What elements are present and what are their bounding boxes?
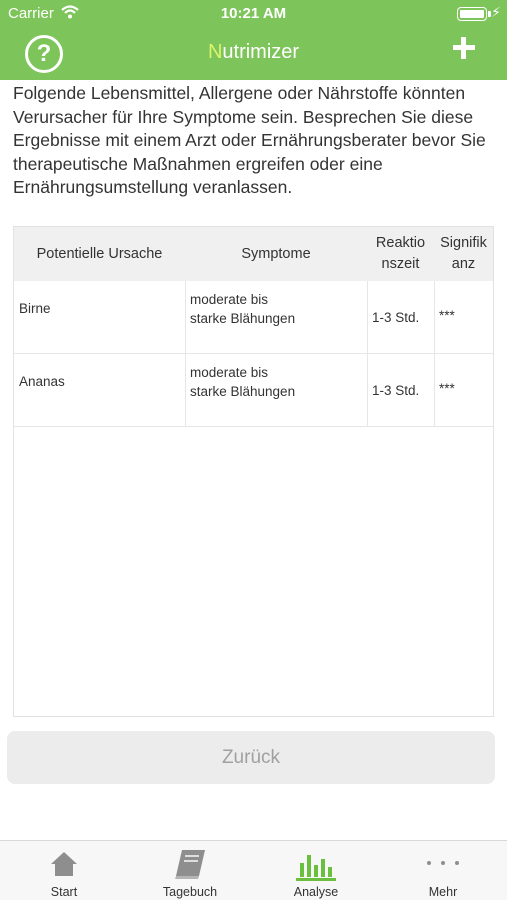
bar-chart-icon [296, 849, 336, 881]
table-row[interactable] [14, 281, 493, 354]
cell-significance: *** [439, 381, 455, 396]
column-divider [434, 281, 435, 427]
intro-text: Folgende Lebensmittel, Allergene oder Nährstoffe könnten Verursacher für Ihre Symptome sein. Besprechen Sie diese Ergebnisse mit einem Arzt oder Ernährungsberater bevor Sie therapeutische Maßnahmen ergreifen oder eine Ernährungsumstellung veranlassen. [13, 83, 486, 197]
tab-bar [0, 840, 507, 900]
tab-analyse[interactable] [253, 841, 379, 900]
charging-icon: ⚡ [491, 4, 501, 20]
home-icon [50, 851, 78, 877]
more-icon [425, 859, 461, 867]
cell-significance: *** [439, 308, 455, 323]
app-header [0, 0, 507, 80]
tab-analyse-label: Analyse [293, 885, 339, 899]
header-symptoms: Symptome [241, 245, 311, 262]
tab-mehr-label: Mehr [428, 885, 458, 899]
header-reaction-time: Reaktio nszeit [375, 235, 426, 272]
tab-tagebuch-label: Tagebuch [162, 885, 218, 899]
nav-bar [0, 28, 507, 80]
cell-symptoms: moderate bis starke Blähungen [190, 365, 296, 399]
tab-tagebuch[interactable] [127, 841, 253, 900]
tab-start[interactable] [1, 841, 127, 900]
cell-cause: Ananas [19, 374, 65, 389]
results-table [13, 226, 494, 717]
column-divider [185, 281, 186, 427]
add-button[interactable] [453, 37, 475, 59]
app-title-rest: utrimizer [222, 41, 300, 63]
carrier-label: Carrier [8, 5, 54, 22]
clock: 10:21 AM [220, 5, 287, 22]
status-bar [0, 0, 507, 28]
tab-mehr[interactable] [380, 841, 506, 900]
tab-start-label: Start [50, 885, 78, 899]
battery-icon [457, 7, 487, 21]
cell-reaction-time: 1-3 Std. [372, 310, 420, 325]
book-icon [172, 848, 208, 880]
back-button[interactable]: Zurück [7, 731, 495, 784]
table-header [14, 227, 493, 281]
app-title [0, 41, 507, 64]
app-title-initial: N [207, 41, 223, 63]
column-divider [367, 281, 368, 427]
help-button[interactable]: ? [25, 35, 63, 73]
cell-cause: Birne [19, 301, 51, 316]
header-cause: Potentielle Ursache [36, 245, 163, 262]
header-significance: Signifik anz [440, 235, 487, 272]
cell-reaction-time: 1-3 Std. [372, 383, 420, 398]
cell-symptoms: moderate bis starke Blähungen [190, 292, 296, 326]
table-row[interactable] [14, 354, 493, 427]
